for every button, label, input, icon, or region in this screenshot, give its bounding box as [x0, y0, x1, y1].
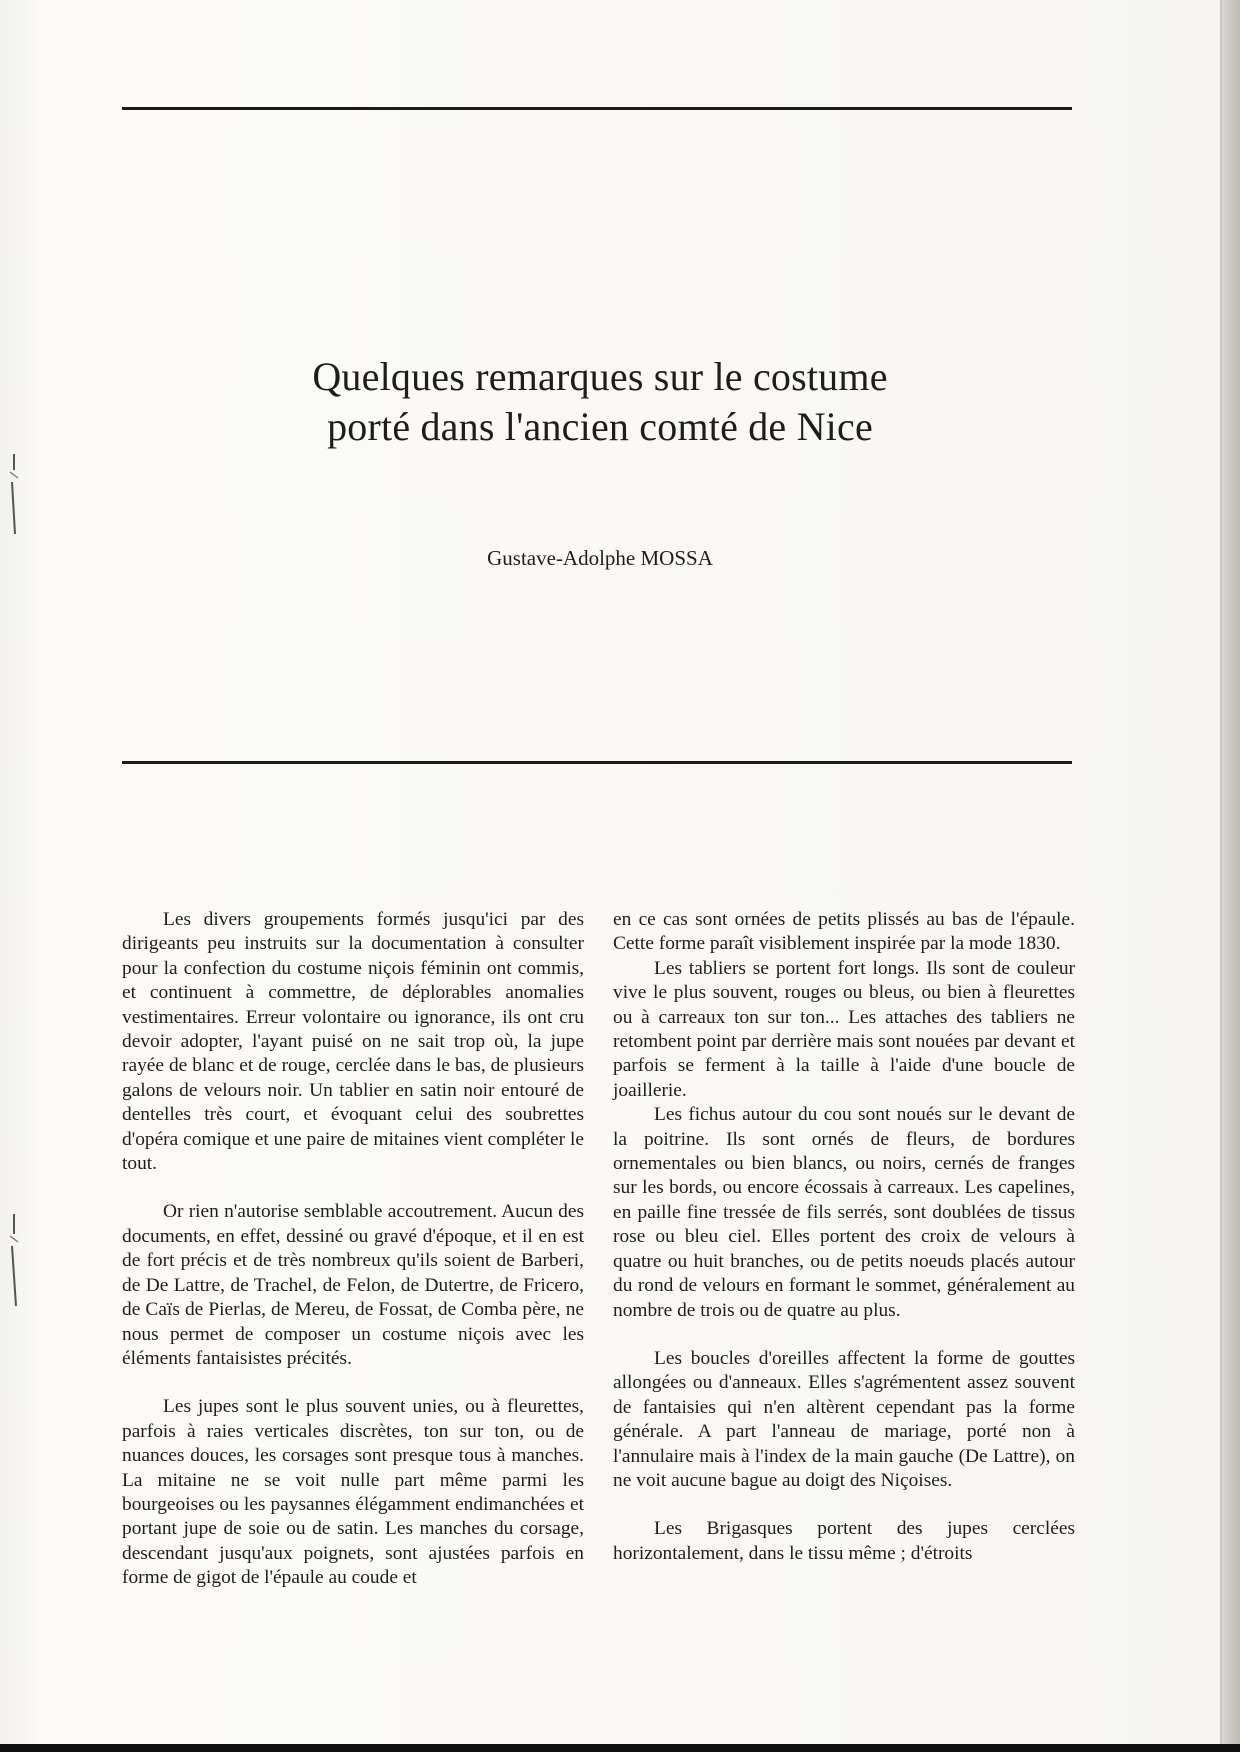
- paragraph: Les fichus autour du cou sont noués sur le devant de la poitrine. Ils sont ornés de fleurs, de bordures ornementales ou bien blancs, ou noirs, cernés de franges sur les bords, ou encore écossais à carreaux. Les capelines, en paille fine tressée de fils serrés, sont doublées de tissus rose ou bleu ciel. Elles portent des croix de velours à quatre ou huit branches, ou de petits noeuds placés autour du rond de velours en formant le sommet, généralement au nombre de trois ou de quatre au plus.: [613, 1104, 1075, 1321]
- middle-rule: [122, 761, 1072, 764]
- paragraph: Les tabliers se portent fort longs. Ils sont de couleur vive le plus souvent, rouges ou bleus, ou bien à fleurettes ou à carreaux ton sur ton... Les attaches des tabliers ne retombent point par derrière mais sont nouées par devant et parfois se ferment à la taille à l'aide d'une boucle de joaillerie.: [613, 957, 1075, 1101]
- paragraph: Les divers groupements formés jusqu'ici par des dirigeants peu instruits sur la documentation à consulter pour la confection du costume niçois féminin ont commis, et continuent à commettre, de déplorables anomalies vestimentaires. Erreur volontaire ou ignorance, ils ont cru devoir adopter, l'ayant puisé on ne sait trop où, la jupe rayée de blanc et de rouge, cerclée dans le bas, de plusieurs galons de velours noir. Un tablier en satin noir entouré de dentelles très court, et évoquant celui des soubrettes d'opéra comique et une paire de mitaines vient compléter le tout.: [122, 909, 584, 1175]
- paragraph: Les jupes sont le plus souvent unies, ou à fleurettes, parfois à raies verticales discrètes, ton sur ton, ou de nuances douces, les corsages sont presque tous à manches. La mitaine ne se voit nulle part même parmi les bourgeoises ou les paysannes élégamment endimanchées et portant jupe de soie ou de satin. Les manches du corsage, descendant jusqu'aux poignets, sont ajustées parfois en forme de gigot de l'épaule au coude et: [122, 1396, 584, 1589]
- right-column: [613, 908, 1075, 1566]
- author-name: Gustave-Adolphe MOSSA: [487, 546, 713, 570]
- scan-border: [0, 1744, 1240, 1752]
- title-line-2: porté dans l'ancien comté de Nice: [327, 404, 873, 449]
- paragraph: Or rien n'autorise semblable accoutrement. Aucun des documents, en effet, dessiné ou gravé d'époque, et il en est de fort précis et de très nombreux qu'ils soient de Barberi, de De Lattre, de Trachel, de Felon, de Dutertre, de Fricero, de Caïs de Pierlas, de Mereu, de Fossat, de Comba père, ne nous permet de composer un costume niçois avec les éléments fantaisistes précités.: [122, 1201, 584, 1369]
- top-rule: [122, 107, 1072, 110]
- paragraph: Les boucles d'oreilles affectent la forme de gouttes allongées ou d'anneaux. Elles s'agrémentent assez souvent de fantaisies qui n'en altèrent cependant pas la forme générale. A part l'anneau de mariage, porté non à l'annulaire mais à l'index de la main gauche (De Lattre), on ne voit aucune bague au doigt des Niçoises.: [613, 1347, 1075, 1491]
- paragraph: Les Brigasques portent des jupes cerclées horizontalement, dans le tissu même ; d'étroits: [613, 1518, 1075, 1564]
- staple-icon: [8, 1212, 18, 1308]
- left-column: [122, 908, 584, 1591]
- page-edge-shadow: [1222, 0, 1240, 1752]
- paragraph: en ce cas sont ornées de petits plissés au bas de l'épaule. Cette forme paraît visiblement inspirée par la mode 1830.: [613, 909, 1075, 955]
- title-line-1: Quelques remarques sur le costume: [312, 354, 888, 399]
- staple-icon: [8, 452, 18, 536]
- article-title: [120, 352, 1080, 452]
